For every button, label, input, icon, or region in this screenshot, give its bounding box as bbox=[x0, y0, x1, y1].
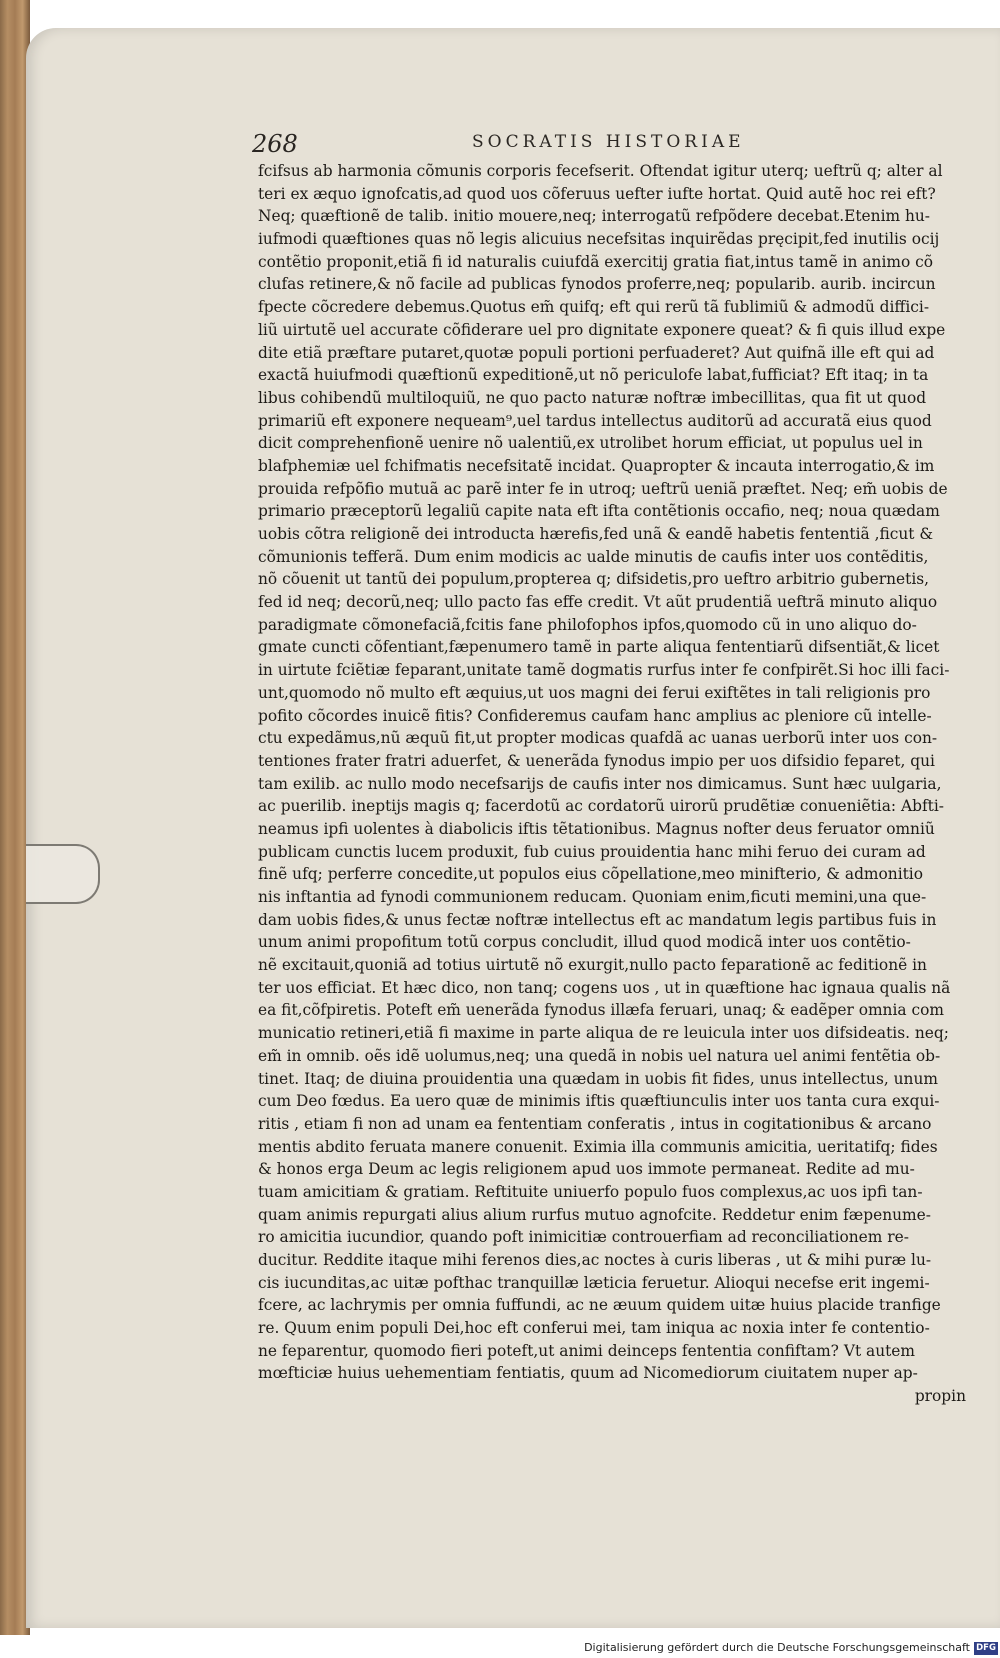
page-number: 268 bbox=[252, 130, 298, 158]
text-line: gmate cuncti cõfentiant,fæpenumero tamẽ in parte aliqua fententiarũ difsentiãt,& licet bbox=[258, 638, 940, 657]
text-line: tentiones frater fratri aduerfet, & uenerãda fynodus impio per uos difsidio feparet, qui bbox=[258, 751, 935, 770]
text-line: re. Quum enim populi Dei,hoc eft conferui mei, tam iniqua ac noxia inter fe contentio- bbox=[258, 1319, 930, 1338]
text-line: unum animi propofitum totũ corpus concludit, illud quod modicã inter uos contẽtio- bbox=[258, 933, 911, 952]
text-line: ctu expedãmus,nũ æquũ fit,ut propter modicas quafdã ac uanas uerborũ inter uos con- bbox=[258, 729, 938, 748]
text-line: Neq; quæftionẽ de talib. initio mouere,neq; interrogatũ refpõdere decebat.Etenim hu- bbox=[258, 207, 931, 226]
text-line: uobis cõtra religionẽ dei introducta hærefis,fed unã & eandẽ habetis fententiã ,ficut & bbox=[258, 525, 934, 543]
text-line: mœfticiæ huius uehementiam fentiatis, quum ad Nicomediorum ciuitatem nuper ap- bbox=[258, 1364, 918, 1383]
text-line: ro amicitia iucundior, quando poft inimicitiæ controuerfiam ad reconciliationem re- bbox=[258, 1228, 909, 1247]
text-line: ne feparentur, quomodo fieri poteft,ut animi deinceps fententia confiftam? Vt autem bbox=[258, 1341, 915, 1360]
text-line: iufmodi quæftiones quas nõ legis alicuius necefsitas inquirẽdas pręcipit,fed inutilis ocij bbox=[258, 230, 940, 249]
text-line: nõ cõuenit ut tantũ dei populum,propterea q; difsidetis,pro ueftro arbitrio gubernetis, bbox=[258, 570, 930, 589]
text-line: dam uobis fides,& unus fectæ noftræ intellectus eft ac mandatum legis partibus fuis in bbox=[258, 910, 937, 929]
text-line: cis iucunditas,ac uitæ pofthac tranquillæ læticia feruetur. Alioqui necefse erit ingemi- bbox=[258, 1273, 930, 1292]
text-line: paradigmate cõmonefaciã,fcitis fane philofophos ipfos,quomodo cũ in uno aliquo do- bbox=[258, 615, 917, 634]
text-line: & honos erga Deum ac legis religionem apud uos immote permaneat. Redite ad mu- bbox=[258, 1160, 915, 1179]
text-line: neamus ipfi uolentes à diabolicis iftis tẽtationibus. Magnus nofter deus feruator omniũ bbox=[258, 819, 935, 838]
page-clip bbox=[26, 844, 100, 904]
funding-notice: Digitalisierung gefördert durch die Deutsche Forschungsgemeinschaft bbox=[584, 1641, 970, 1654]
text-line: finẽ ufq; perferre concedite,ut populos eius cõpellatione,meo minifterio, & admonitio bbox=[258, 865, 923, 884]
text-line: cõmunionis tefferã. Dum enim modicis ac ualde minutis de caufis inter uos contẽditis, bbox=[258, 547, 929, 566]
text-line: dicit comprehenfionẽ uenire nõ ualentiũ,ex utrolibet horum efficiat, ut populus uel in bbox=[258, 434, 923, 453]
text-line: libus cohibendũ multiloquiũ, ne quo pacto naturæ noftræ imbecillitas, qua fit ut quod bbox=[258, 388, 927, 407]
text-line: nẽ excitauit,quoniã ad totius uirtutẽ nõ exurgit,nullo pacto feparationẽ ac feditionẽ in bbox=[258, 956, 927, 975]
text-line: ter uos efficiat. Et hæc dico, non tanq; cogens uos , ut in quæftione hac ignaua qualis nã bbox=[258, 978, 951, 997]
dfg-logo: DFG bbox=[974, 1642, 998, 1655]
text-line: prouida refpõfio mutuã ac parẽ inter fe in utroq; ueftrũ ueniã præftet. Neq; em̃ uobis de bbox=[258, 479, 948, 498]
text-line: ritis , etiam fi non ad unam ea fententiam conferatis , intus in cogitationibus & arcano bbox=[258, 1114, 932, 1133]
text-line: tam exilib. ac nullo modo necefsarijs de caufis inter nos dimicamus. Sunt hæc uulgaria, bbox=[258, 774, 942, 793]
text-line: contẽtio proponit,etiã fi id naturalis cuiufdã exercitij gratia fiat,intus tamẽ in animo cõ bbox=[258, 252, 934, 271]
text-line: em̃ in omnib. oẽs idẽ uolumus,neq; una quedã in nobis uel natura uel animi fentẽtia ob- bbox=[258, 1046, 941, 1065]
text-line: primario præceptorũ legaliũ capite nata eft ifta contẽtionis occafio, neq; noua quædam bbox=[258, 502, 940, 521]
text-line: liũ uirtutẽ uel accurate cõfiderare uel pro dignitate exponere queat? & fi quis illud expe bbox=[258, 320, 946, 339]
text-line: tuam amicitiam & gratiam. Reftituite uniuerfo populo fuos complexus,ac uos ipfi tan- bbox=[258, 1182, 923, 1201]
body-text bbox=[258, 160, 966, 1406]
text-line: pofito cõcordes inuicẽ fitis? Confideremus caufam hanc amplius ac pleniore cũ intelle- bbox=[258, 706, 932, 725]
text-line: dite etiã præftare putaret,quotæ populi portioni perfuaderet? Aut quifnã ille eft qui ad bbox=[258, 343, 935, 362]
text-line: municatio retineri,etiã fi maxime in parte aliqua de re leuicula inter uos difsideatis. neq; bbox=[258, 1024, 949, 1043]
text-line: clufas retinere,& nõ facile ad publicas fynodos proferre,neq; popularib. aurib. incircun bbox=[258, 275, 936, 294]
text-line: ea fit,cõfpiretis. Poteft em̃ uenerãda fynodus illæfa feruari, unaq; & eadẽper omnia com bbox=[258, 1001, 944, 1020]
text-line: propin bbox=[914, 1387, 966, 1406]
text-line: blafphemiæ uel fchifmatis necefsitatẽ incidat. Quapropter & incauta interrogatio,& im bbox=[258, 456, 935, 475]
text-line: ducitur. Reddite itaque mihi ferenos dies,ac noctes à curis liberas , ut & mihi puræ lu- bbox=[258, 1251, 932, 1269]
text-line: quam animis repurgati alius alium rurfus mutuo agnofcite. Reddetur enim fæpenume- bbox=[258, 1205, 931, 1224]
text-line: publicam cunctis lucem produxit, fub cuius prouidentia hanc mihi feruo dei curam ad bbox=[258, 842, 926, 861]
text-line: unt,quomodo nõ multo eft æquius,ut uos magni dei ferui exiftẽtes in tali religionis pro bbox=[258, 683, 931, 702]
digitization-footer bbox=[0, 1636, 1000, 1658]
text-line: fed id neq; decorũ,neq; ullo pacto fas effe credit. Vt aũt prudentiã ueftrã minuto aliquo bbox=[258, 593, 938, 612]
text-line: fcere, ac lachrymis per omnia fuffundi, ac ne æuum quidem uitæ huius placide tranfige bbox=[258, 1296, 941, 1315]
text-line: ac puerilib. ineptijs magis q; facerdotũ ac cordatorũ uirorũ prudẽtiæ conueniẽtia: Abfti- bbox=[258, 797, 944, 816]
text-line: fcifsus ab harmonia cõmunis corporis fecefserit. Oftendat igitur uterq; ueftrũ q; alter al bbox=[258, 162, 943, 180]
text-line: tinet. Itaq; de diuina prouidentia una quædam in uobis fit fides, unus intellectus, unum bbox=[258, 1069, 938, 1088]
text-line: in uirtute fciẽtiæ feparant,unitate tamẽ dogmatis rurfus inter fe confpirẽt.Si hoc illi faci- bbox=[258, 661, 950, 680]
running-title: SOCRATIS HISTORIAE bbox=[472, 132, 745, 152]
text-line: mentis abdito feruata manere conuenit. Eximia illa communis amicitia, ueritatifq; fides bbox=[258, 1137, 938, 1156]
text-line: teri ex æquo ignofcatis,ad quod uos cõferuus uefter iufte hortat. Quid autẽ hoc rei eft? bbox=[258, 184, 936, 203]
running-head bbox=[252, 130, 968, 156]
text-line: cum Deo fœdus. Ea uero quæ de minimis iftis quæftiunculis inter uos tanta cura exqui- bbox=[258, 1092, 940, 1111]
text-line: nis inftantia ad fynodi communionem reducam. Quoniam enim,ficuti memini,una que- bbox=[258, 888, 927, 906]
text-line: exactã huiufmodi quæftionũ expeditionẽ,ut nõ periculofe labat,fufficiat? Eft itaq; in ta bbox=[258, 366, 929, 385]
text-line: fpecte cõcredere debemus.Quotus em̃ quifq; eft qui rerũ tã fublimiũ & admodũ diffici- bbox=[258, 298, 930, 317]
text-line: primariũ eft exponere nequeam⁹,uel tardus intellectus auditorũ ad accuratã eius quod bbox=[258, 411, 932, 430]
